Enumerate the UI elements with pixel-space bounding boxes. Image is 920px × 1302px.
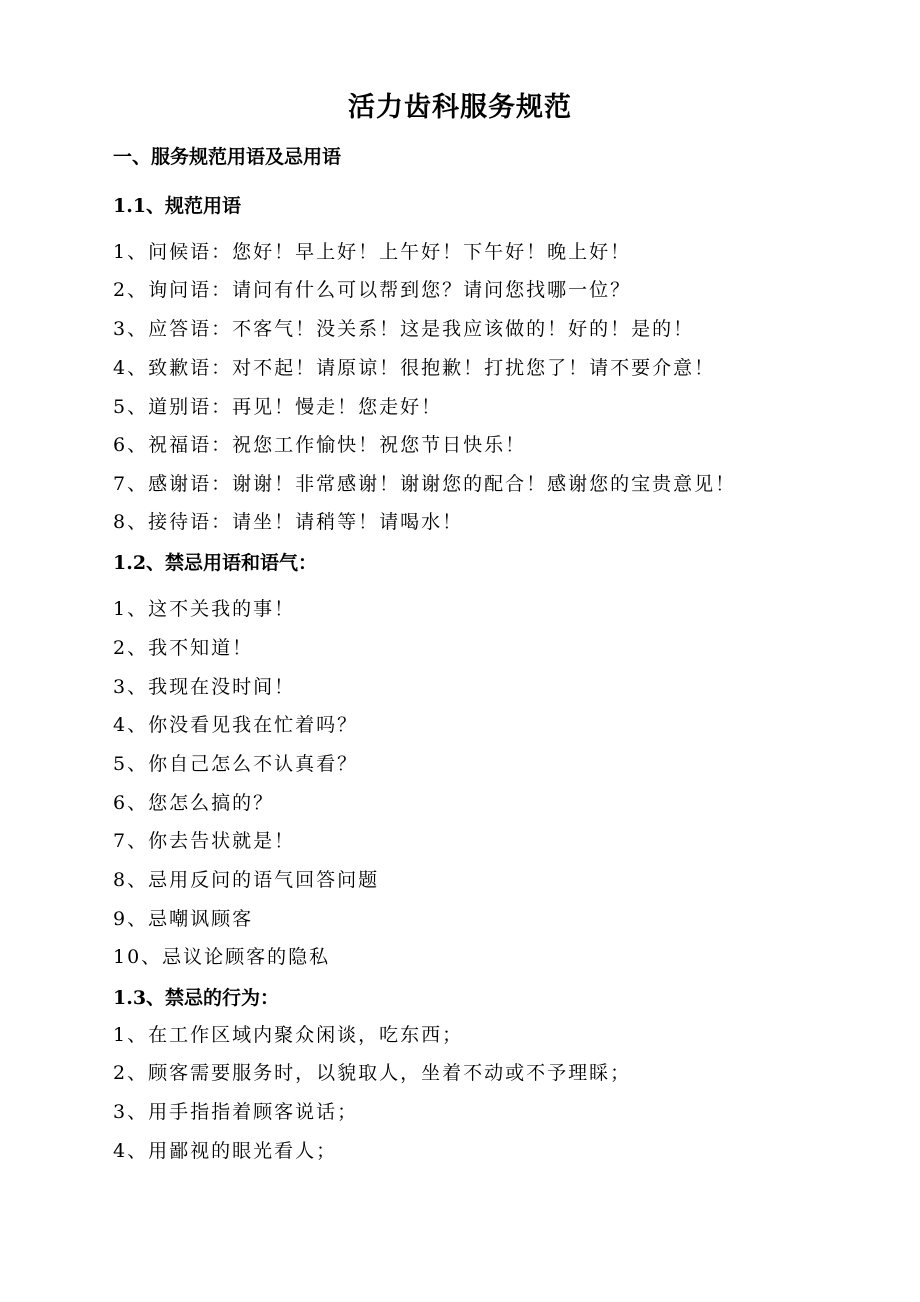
list-item: 8、忌用反问的语气回答问题 — [113, 869, 380, 891]
list-item: 8、接待语：请坐！请稍等！请喝水！ — [113, 511, 464, 533]
list-item: 4、用鄙视的眼光看人； — [113, 1140, 338, 1162]
list-item: 3、我现在没时间！ — [113, 676, 296, 698]
list-item: 10、忌议论顾客的隐私 — [113, 946, 331, 968]
section-heading: 一、服务规范用语及忌用语 — [113, 146, 342, 168]
list-item: 7、感谢语：谢谢！非常感谢！谢谢您的配合！感谢您的宝贵意见！ — [113, 473, 737, 495]
list-item: 4、致歉语：对不起！请原谅！很抱歉！打扰您了！请不要介意！ — [113, 357, 716, 379]
list-item: 3、用手指指着顾客说话； — [113, 1101, 359, 1123]
list-item: 1、这不关我的事！ — [113, 598, 296, 620]
list-item: 5、你自己怎么不认真看？ — [113, 753, 359, 775]
list-item: 2、询问语：请问有什么可以帮到您？请问您找哪一位？ — [113, 279, 632, 301]
list-item: 6、祝福语：祝您工作愉快！祝您节日快乐！ — [113, 434, 527, 456]
list-item: 1、在工作区域内聚众闲谈，吃东西； — [113, 1024, 464, 1046]
subsection-heading-standard-phrases: 1.1、规范用语 — [113, 195, 242, 217]
list-item: 1、问候语：您好！早上好！上午好！下午好！晚上好！ — [113, 241, 632, 263]
subsection-heading-forbidden-behaviors: 1.3、禁忌的行为： — [113, 987, 280, 1009]
list-item: 4、你没看见我在忙着吗？ — [113, 714, 359, 736]
list-item: 7、你去告状就是！ — [113, 830, 296, 852]
list-item: 5、道别语：再见！慢走！您走好！ — [113, 396, 443, 418]
list-item: 2、顾客需要服务时，以貌取人，坐着不动或不予理睬； — [113, 1062, 632, 1084]
list-item: 6、您怎么搞的？ — [113, 792, 275, 814]
list-item: 2、我不知道！ — [113, 637, 254, 659]
list-item: 3、应答语：不客气！没关系！这是我应该做的！好的！是的！ — [113, 318, 695, 340]
subsection-heading-forbidden-phrases: 1.2、禁忌用语和语气： — [113, 552, 318, 574]
document-title: 活力齿科服务规范 — [348, 92, 572, 123]
list-item: 9、忌嘲讽顾客 — [113, 908, 254, 930]
